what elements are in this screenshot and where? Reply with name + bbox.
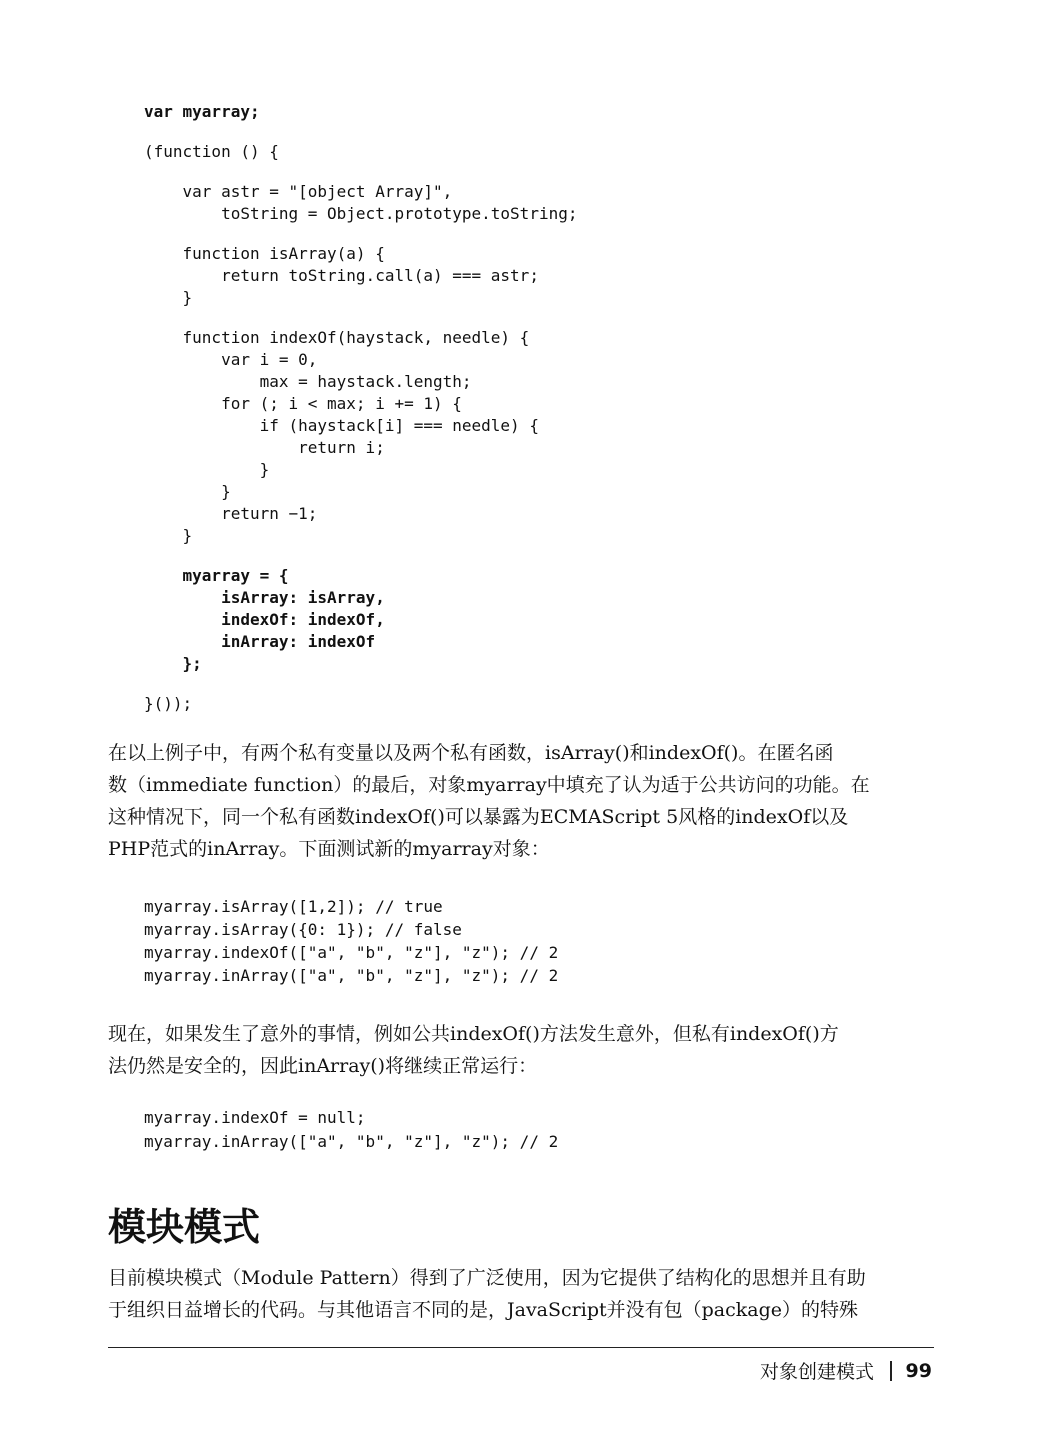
code-block-null-test <box>144 1106 558 1154</box>
paragraph-line: 现在，如果发生了意外的事情，例如公共indexOf()方法发生意外，但私有indexOf()方 <box>108 1023 839 1045</box>
code-line: toString = Object.prototype.toString; <box>144 204 578 223</box>
code-line: (function () { <box>144 142 279 161</box>
code-line: return i; <box>144 438 385 457</box>
code-line: inArray: indexOf <box>144 632 376 651</box>
code-line: }; <box>144 654 202 673</box>
code-line: }()); <box>144 694 193 713</box>
paragraph-line: 数（immediate function）的最后，对象myarray中填充了认为适于公共访问的功能。在 <box>108 774 870 796</box>
code-blank-line <box>144 547 577 565</box>
code-line: return −1; <box>144 504 318 523</box>
code-line: myarray.isArray({0: 1}); // false <box>144 920 462 939</box>
code-line: for (; i < max; i += 1) { <box>144 394 462 413</box>
code-line: if (haystack[i] === needle) { <box>144 416 539 435</box>
code-line: indexOf: indexOf, <box>144 610 385 629</box>
code-blank-line <box>144 225 577 243</box>
paragraph-safety <box>108 1018 938 1082</box>
code-line: var myarray; <box>144 102 260 121</box>
footer-separator <box>890 1361 892 1381</box>
code-line: } <box>144 482 231 501</box>
section-title: 模块模式 <box>108 1205 261 1249</box>
code-line: return toString.call(a) === astr; <box>144 266 539 285</box>
footer-divider <box>108 1347 934 1348</box>
code-line: isArray: isArray, <box>144 588 385 607</box>
code-line: myarray.indexOf = null; <box>144 1108 366 1127</box>
code-line: } <box>144 526 193 545</box>
code-blank-line <box>144 675 577 693</box>
paragraph-line: PHP范式的inArray。下面测试新的myarray对象： <box>108 838 550 860</box>
paragraph-line: 在以上例子中，有两个私有变量以及两个私有函数，isArray()和indexOf()。在匿名函 <box>108 742 834 764</box>
code-blank-line <box>144 123 577 141</box>
code-line: myarray = { <box>144 566 289 585</box>
code-line: myarray.indexOf(["a", "b", "z"], "z"); // 2 <box>144 943 559 962</box>
code-line: myarray.inArray(["a", "b", "z"], "z"); // 2 <box>144 966 559 985</box>
code-block-test <box>144 895 558 987</box>
code-line: function indexOf(haystack, needle) { <box>144 328 530 347</box>
footer-chapter-title: 对象创建模式 <box>760 1361 875 1383</box>
code-line: myarray.inArray(["a", "b", "z"], "z"); // 2 <box>144 1132 559 1151</box>
code-line: myarray.isArray([1,2]); // true <box>144 897 443 916</box>
paragraph-line: 这种情况下，同一个私有函数indexOf()可以暴露为ECMAScript 5风格的indexOf以及 <box>108 806 849 828</box>
code-line: function isArray(a) { <box>144 244 385 263</box>
paragraph-module-pattern <box>108 1262 938 1326</box>
paragraph-line: 法仍然是安全的，因此inArray()将继续正常运行： <box>108 1055 538 1077</box>
page-footer <box>760 1357 932 1384</box>
paragraph-explanation <box>108 737 938 865</box>
code-line: } <box>144 460 270 479</box>
code-line: var astr = "[object Array]", <box>144 182 453 201</box>
code-line: max = haystack.length; <box>144 372 472 391</box>
paragraph-line: 于组织日益增长的代码。与其他语言不同的是，JavaScript并没有包（package）的特殊 <box>108 1299 859 1321</box>
code-blank-line <box>144 309 577 327</box>
code-block-main <box>144 101 577 715</box>
code-line: var i = 0, <box>144 350 318 369</box>
paragraph-line: 目前模块模式（Module Pattern）得到了广泛使用，因为它提供了结构化的思想并且有助 <box>108 1267 866 1289</box>
code-line: } <box>144 288 193 307</box>
page-number: 99 <box>905 1359 932 1382</box>
code-blank-line <box>144 163 577 181</box>
